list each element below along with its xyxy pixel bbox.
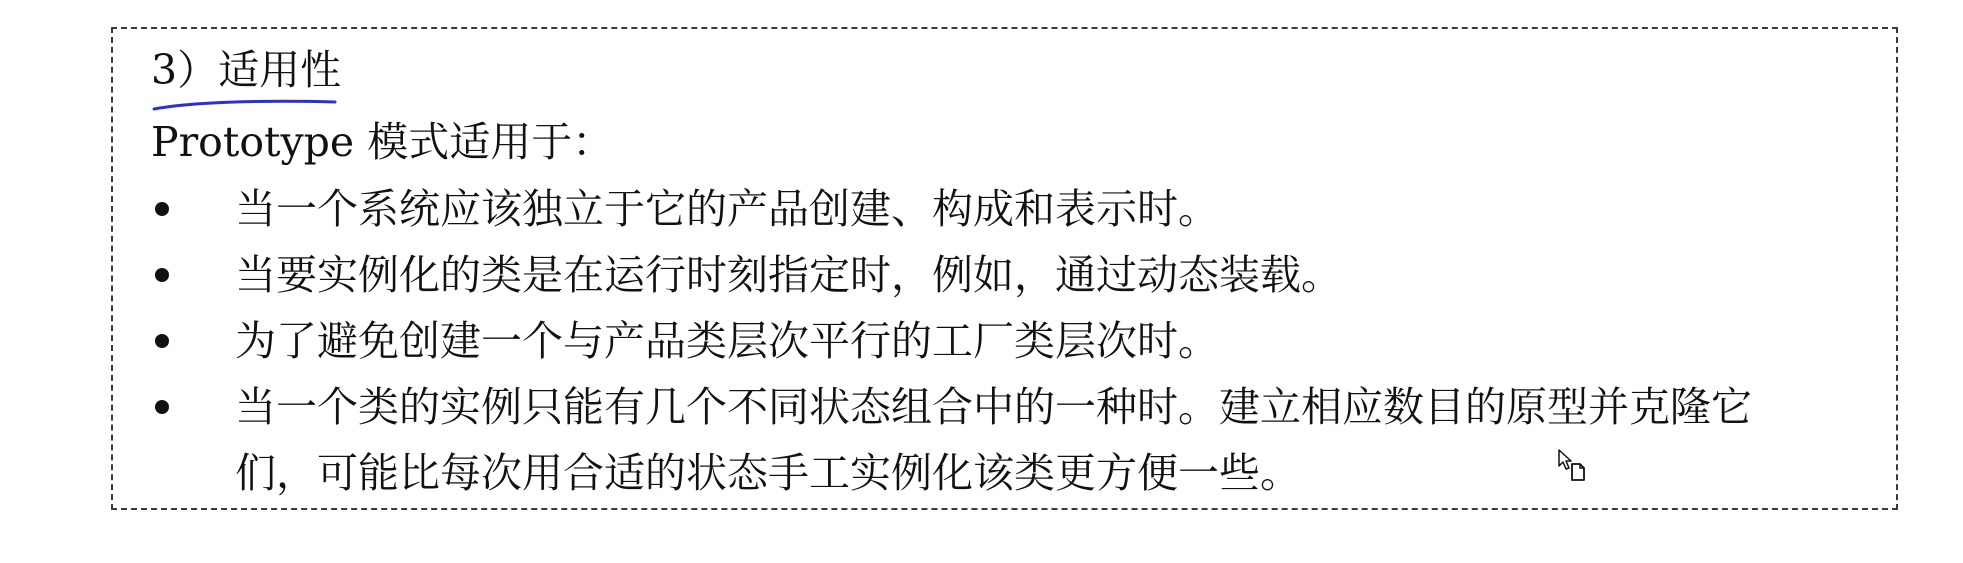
bullet-text-continuation: 们，可能比每次用合适的状态手工实例化该类更方便一些。: [235, 449, 1301, 497]
list-item: [151, 308, 1881, 374]
bullet-dot-icon: [155, 268, 169, 282]
bullet-text: 当一个系统应该独立于它的产品创建、构成和表示时。: [235, 185, 1219, 233]
copy-cursor-icon: [1557, 448, 1587, 482]
list-item: [151, 374, 1881, 506]
bullet-text: 当一个类的实例只能有几个不同状态组合中的一种时。建立相应数目的原型并克隆它: [235, 383, 1752, 431]
pen-underline-icon: [152, 96, 337, 114]
bullet-text: 当要实例化的类是在运行时刻指定时，例如，通过动态装载。: [235, 251, 1342, 299]
bullet-dot-icon: [155, 334, 169, 348]
bullet-dot-icon: [155, 400, 169, 414]
section-heading: 3）适用性: [151, 46, 342, 94]
bullet-text: 为了避免创建一个与产品类层次平行的工厂类层次时。: [235, 317, 1219, 365]
list-item: [151, 242, 1881, 308]
bullet-dot-icon: [155, 202, 169, 216]
bullet-list: [151, 176, 1881, 506]
intro-line: Prototype 模式适用于：: [151, 118, 614, 166]
list-item: [151, 176, 1881, 242]
